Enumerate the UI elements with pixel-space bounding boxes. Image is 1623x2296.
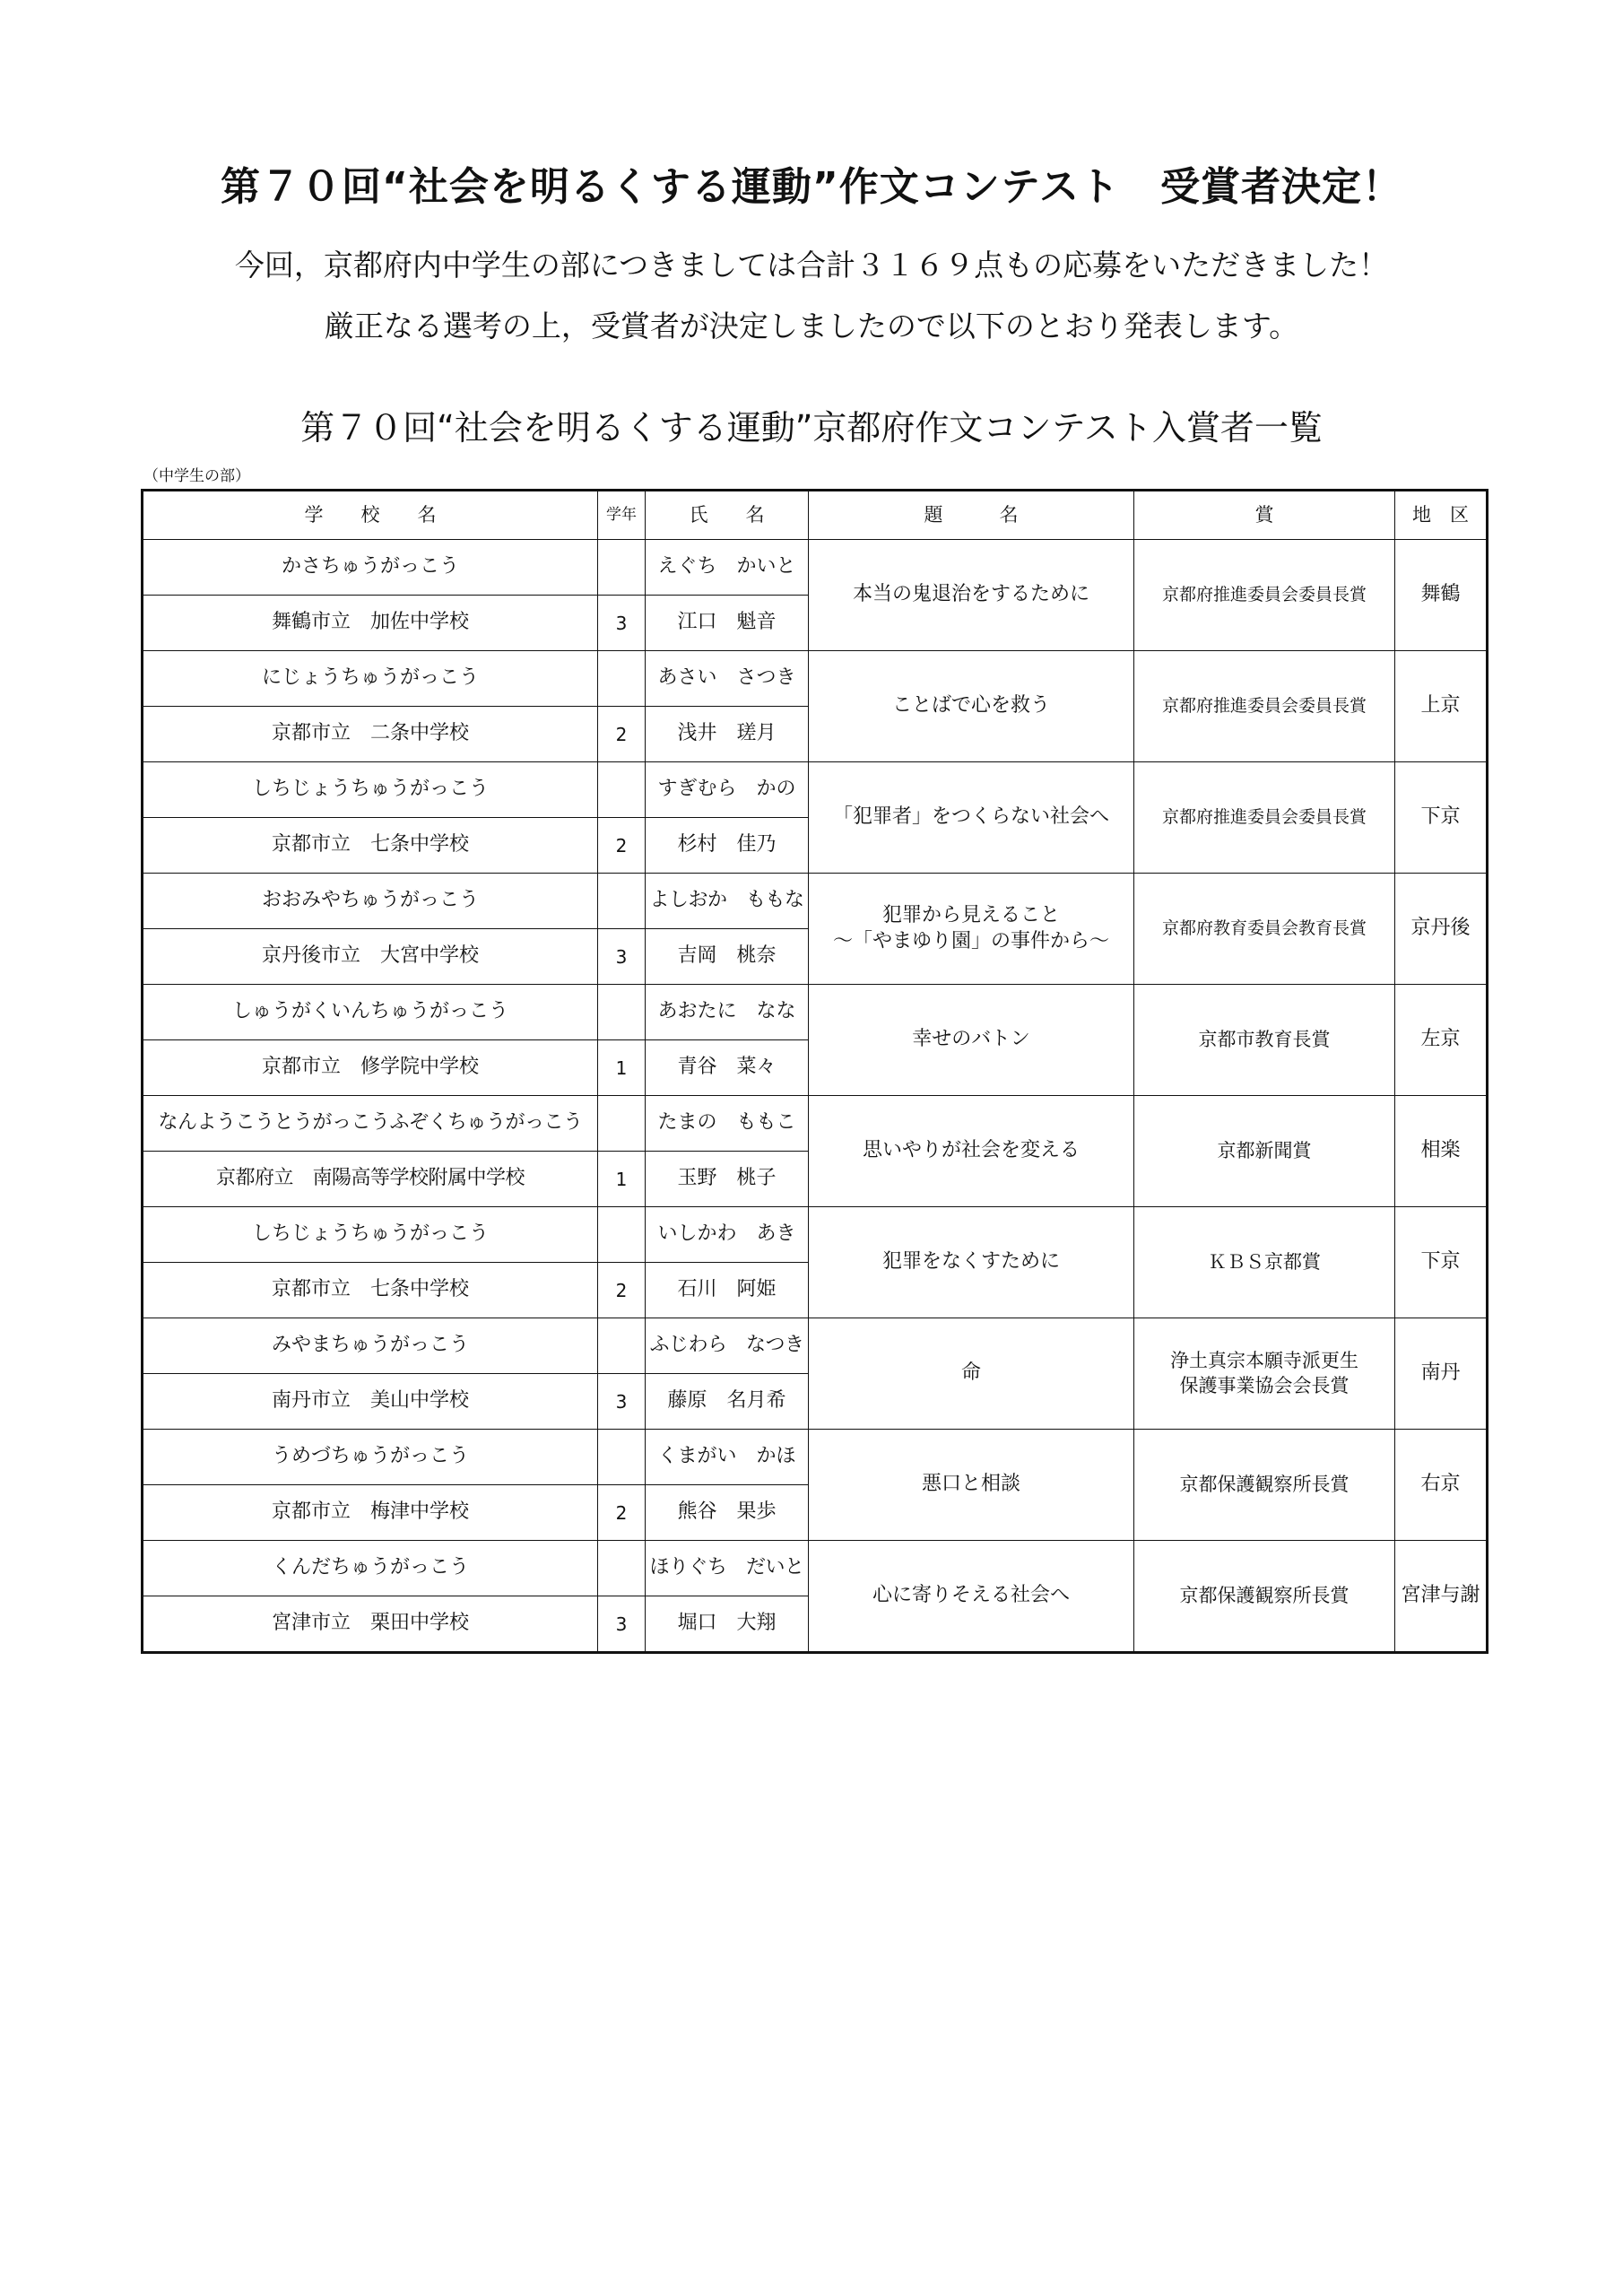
header-grade: 学年 <box>598 491 646 540</box>
award-name-line: 浄土真宗本願寺派更生 <box>1170 1350 1358 1372</box>
name-kana: えぐち かいと <box>646 540 809 596</box>
header-title: 題 名 <box>809 491 1134 540</box>
grade-blank <box>598 1541 646 1596</box>
name-kana: くまがい かほ <box>646 1430 809 1485</box>
essay-title-line: ～「やまゆり園」の事件から～ <box>832 929 1109 952</box>
name-kana: ふじわら なつき <box>646 1318 809 1374</box>
name-kana: ほりぐち だいと <box>646 1541 809 1596</box>
grade-blank <box>598 762 646 818</box>
district: 下京 <box>1395 1207 1488 1318</box>
table-row-kana <box>143 1541 1488 1596</box>
table-row-kana <box>143 540 1488 596</box>
district: 京丹後 <box>1395 874 1488 985</box>
table-row-kana <box>143 762 1488 818</box>
grade-blank <box>598 874 646 929</box>
school-name: 京都市立 七条中学校 <box>143 1263 598 1318</box>
school-kana: くんだちゅうがっこう <box>143 1541 598 1596</box>
district: 右京 <box>1395 1430 1488 1541</box>
award-name-line: 京都保護観察所長賞 <box>1179 1584 1350 1606</box>
essay-title <box>809 540 1134 651</box>
grade: 3 <box>598 596 646 651</box>
award-name-line: 京都府教育委員会教育長賞 <box>1161 918 1367 939</box>
header-district: 地 区 <box>1395 491 1488 540</box>
student-name: 藤原 名月希 <box>646 1374 809 1430</box>
grade: 1 <box>598 1152 646 1207</box>
essay-title-line: 幸せのバトン <box>912 1028 1030 1051</box>
district: 舞鶴 <box>1395 540 1488 651</box>
table-row-kana <box>143 1430 1488 1485</box>
award-name <box>1134 985 1395 1096</box>
table-row-kana <box>143 1318 1488 1374</box>
essay-title <box>809 762 1134 874</box>
name-kana: すぎむら かの <box>646 762 809 818</box>
essay-title-line: 心に寄りそえる社会へ <box>872 1584 1070 1607</box>
table-row-kana <box>143 651 1488 707</box>
award-name <box>1134 540 1395 651</box>
essay-title <box>809 874 1134 985</box>
student-name: 石川 阿姫 <box>646 1263 809 1318</box>
district: 相楽 <box>1395 1096 1488 1207</box>
school-kana: にじょうちゅうがっこう <box>143 651 598 707</box>
table-row-kana <box>143 985 1488 1040</box>
school-name: 京都市立 二条中学校 <box>143 707 598 762</box>
intro-line-2: 厳正なる選考の上，受賞者が決定しましたので以下のとおり発表します。 <box>324 309 1299 344</box>
essay-title-line: 犯罪から見えること <box>881 903 1060 926</box>
student-name: 吉岡 桃奈 <box>646 929 809 985</box>
school-kana: うめづちゅうがっこう <box>143 1430 598 1485</box>
school-kana: しゅうがくいんちゅうがっこう <box>143 985 598 1040</box>
award-name-line: 保護事業協会会長賞 <box>1179 1374 1350 1396</box>
student-name: 青谷 菜々 <box>646 1040 809 1096</box>
page-headline: 第７０回“社会を明るくする運動”作文コンテスト 受賞者決定！ <box>220 164 1403 210</box>
school-name: 京丹後市立 大宮中学校 <box>143 929 598 985</box>
award-name-line: 京都新聞賞 <box>1217 1139 1312 1161</box>
table-row-kana <box>143 1096 1488 1152</box>
school-kana: なんようこうとうがっこうふぞくちゅうがっこう <box>143 1096 598 1152</box>
intro-line-1: 今回，京都府内中学生の部につきましては合計３１６９点もの応募をいただきました！ <box>234 248 1389 283</box>
essay-title-line: 命 <box>960 1361 981 1385</box>
grade: 2 <box>598 1485 646 1541</box>
award-name <box>1134 1318 1395 1430</box>
grade: 2 <box>598 818 646 874</box>
grade: 1 <box>598 1040 646 1096</box>
grade-blank <box>598 1096 646 1152</box>
essay-title-line: ことばで心を救う <box>891 694 1050 718</box>
essay-title-line: 悪口と相談 <box>921 1473 1020 1496</box>
essay-title <box>809 1096 1134 1207</box>
results-body <box>143 540 1488 1653</box>
section-label: （中学生の部） <box>143 467 250 485</box>
essay-title <box>809 651 1134 762</box>
results-table <box>141 489 1488 1654</box>
school-name: 南丹市立 美山中学校 <box>143 1374 598 1430</box>
school-name: 京都府立 南陽高等学校附属中学校 <box>143 1152 598 1207</box>
name-kana: たまの ももこ <box>646 1096 809 1152</box>
district: 上京 <box>1395 651 1488 762</box>
header-name: 氏 名 <box>646 491 809 540</box>
grade-blank <box>598 651 646 707</box>
grade-blank <box>598 540 646 596</box>
grade: 2 <box>598 1263 646 1318</box>
school-kana: しちじょうちゅうがっこう <box>143 1207 598 1263</box>
school-name: 舞鶴市立 加佐中学校 <box>143 596 598 651</box>
essay-title-line: 「犯罪者」をつくらない社会へ <box>832 805 1109 829</box>
student-name: 熊谷 果歩 <box>646 1485 809 1541</box>
name-kana: よしおか ももな <box>646 874 809 929</box>
essay-title-line: 犯罪をなくすために <box>881 1250 1060 1274</box>
district: 下京 <box>1395 762 1488 874</box>
grade: 3 <box>598 929 646 985</box>
table-row-kana <box>143 1207 1488 1263</box>
school-name: 宮津市立 栗田中学校 <box>143 1596 598 1653</box>
student-name: 玉野 桃子 <box>646 1152 809 1207</box>
award-name-line: ＫＢＳ京都賞 <box>1208 1250 1321 1273</box>
essay-title <box>809 1207 1134 1318</box>
grade: 2 <box>598 707 646 762</box>
school-kana: しちじょうちゅうがっこう <box>143 762 598 818</box>
name-kana: あおたに なな <box>646 985 809 1040</box>
table-row-kana <box>143 874 1488 929</box>
award-name <box>1134 762 1395 874</box>
student-name: 浅井 瑳月 <box>646 707 809 762</box>
essay-title <box>809 1318 1134 1430</box>
header-award: 賞 <box>1134 491 1395 540</box>
award-name-line: 京都府推進委員会委員長賞 <box>1161 585 1367 605</box>
essay-title-line: 思いやりが社会を変える <box>862 1139 1080 1162</box>
school-kana: みやまちゅうがっこう <box>143 1318 598 1374</box>
grade: 3 <box>598 1596 646 1653</box>
school-name: 京都市立 七条中学校 <box>143 818 598 874</box>
school-name: 京都市立 修学院中学校 <box>143 1040 598 1096</box>
district: 宮津与謝 <box>1395 1541 1488 1653</box>
award-name-line: 京都府推進委員会委員長賞 <box>1161 807 1367 828</box>
award-name <box>1134 1541 1395 1653</box>
award-name-line: 京都府推進委員会委員長賞 <box>1161 696 1367 717</box>
award-name <box>1134 1430 1395 1541</box>
award-name <box>1134 1207 1395 1318</box>
student-name: 堀口 大翔 <box>646 1596 809 1653</box>
grade-blank <box>598 1430 646 1485</box>
grade-blank <box>598 1207 646 1263</box>
district: 南丹 <box>1395 1318 1488 1430</box>
header-row <box>143 491 1488 540</box>
school-name: 京都市立 梅津中学校 <box>143 1485 598 1541</box>
list-title: 第７０回“社会を明るくする運動”京都府作文コンテスト入賞者一覧 <box>300 408 1323 448</box>
essay-title <box>809 1430 1134 1541</box>
header-school: 学 校 名 <box>143 491 598 540</box>
name-kana: あさい さつき <box>646 651 809 707</box>
essay-title <box>809 1541 1134 1653</box>
award-name <box>1134 651 1395 762</box>
student-name: 江口 魁音 <box>646 596 809 651</box>
essay-title-line: 本当の鬼退治をするために <box>852 583 1089 606</box>
school-kana: かさちゅうがっこう <box>143 540 598 596</box>
award-name <box>1134 1096 1395 1207</box>
district: 左京 <box>1395 985 1488 1096</box>
essay-title <box>809 985 1134 1096</box>
student-name: 杉村 佳乃 <box>646 818 809 874</box>
award-name-line: 京都市教育長賞 <box>1198 1028 1331 1050</box>
award-name-line: 京都保護観察所長賞 <box>1179 1473 1350 1495</box>
award-name <box>1134 874 1395 985</box>
grade-blank <box>598 1318 646 1374</box>
grade-blank <box>598 985 646 1040</box>
name-kana: いしかわ あき <box>646 1207 809 1263</box>
grade: 3 <box>598 1374 646 1430</box>
school-kana: おおみやちゅうがっこう <box>143 874 598 929</box>
